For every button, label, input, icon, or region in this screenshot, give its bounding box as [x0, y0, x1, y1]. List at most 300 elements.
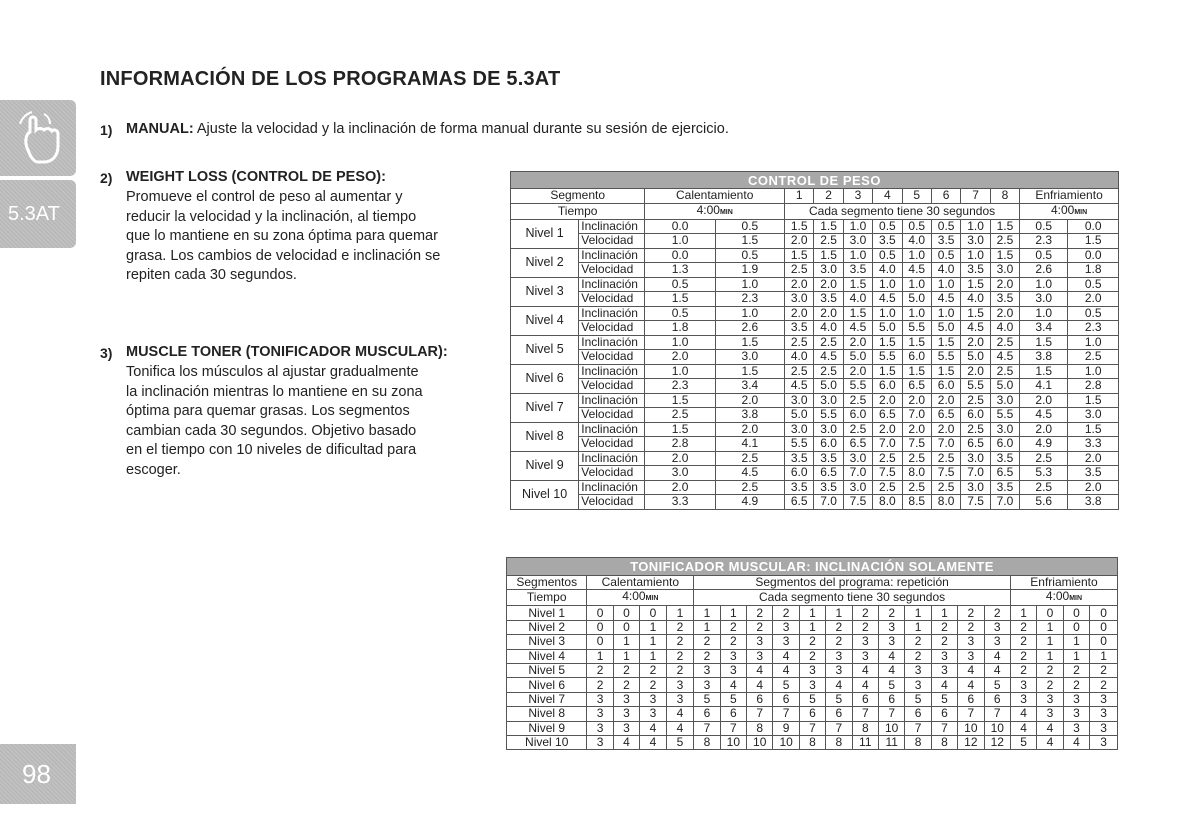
incline-value: 3	[1090, 707, 1118, 721]
incline-value: 1.0	[1068, 364, 1119, 379]
incline-value: 3.0	[785, 393, 814, 408]
incline-value: 2	[799, 649, 825, 663]
item-3-line: la inclinación mientras lo mantiene en su zona	[126, 383, 423, 400]
incline-value: 0.5	[1068, 277, 1119, 292]
incline-value: 0.5	[931, 248, 960, 263]
page-number: 98	[0, 744, 76, 804]
incline-value: 1.5	[715, 335, 784, 350]
incline-value: 2.5	[715, 451, 784, 466]
toner-header-segments: Segmentos	[507, 576, 587, 590]
speed-value: 2.0	[645, 350, 715, 365]
speed-value: 6.0	[873, 379, 902, 394]
level-label: Nivel 2	[511, 248, 579, 277]
incline-value: 1	[640, 635, 666, 649]
speed-value: 3.5	[990, 292, 1019, 307]
incline-value: 2.5	[785, 335, 814, 350]
speed-value: 2.0	[785, 234, 814, 249]
level-row	[511, 292, 1119, 307]
speed-value: 2.5	[1068, 350, 1119, 365]
incline-value: 2.5	[843, 393, 872, 408]
item-3-heading: MUSCLE TONER (TONIFICADOR MUSCULAR):	[126, 344, 448, 360]
incline-value: 2	[1090, 678, 1118, 692]
speed-value: 2.3	[1068, 321, 1119, 336]
incline-value: 2.0	[715, 422, 784, 437]
incline-value: 1.0	[843, 248, 872, 263]
incline-value: 0	[587, 606, 613, 620]
incline-value: 3	[773, 635, 799, 649]
incline-value: 1.5	[1020, 364, 1068, 379]
incline-value: 2	[773, 606, 799, 620]
incline-value: 3.0	[843, 451, 872, 466]
incline-value: 3	[587, 692, 613, 706]
incline-value: 0.0	[1068, 219, 1119, 234]
speed-value: 6.5	[990, 466, 1019, 481]
level-row	[511, 437, 1119, 452]
incline-value: 4	[666, 707, 694, 721]
speed-value: 3.5	[1068, 466, 1119, 481]
incline-value: 3	[905, 678, 931, 692]
incline-value: 2	[694, 649, 720, 663]
incline-value: 4	[720, 678, 746, 692]
incline-value: 1.0	[931, 277, 960, 292]
incline-value: 5	[799, 692, 825, 706]
speed-value: 4.5	[873, 292, 902, 307]
incline-value: 0	[613, 606, 639, 620]
speed-value: 4.0	[785, 350, 814, 365]
incline-value: 3	[878, 620, 904, 634]
incline-value: 2.0	[873, 422, 902, 437]
toner-header-warmup: Calentamiento	[587, 576, 694, 590]
item-3-line: en el tiempo con 10 niveles de dificultad para	[126, 442, 417, 458]
level-row	[507, 721, 1118, 735]
incline-value: 3	[878, 635, 904, 649]
incline-value: 1.5	[1068, 393, 1119, 408]
toner-segment-time: Cada segmento tiene 30 segundos	[694, 590, 1011, 606]
level-label: Nivel 6	[511, 364, 579, 393]
speed-value: 7.0	[990, 495, 1019, 510]
incline-value: 2.0	[645, 480, 715, 495]
incline-value: 8	[747, 721, 773, 735]
speed-label: Velocidad	[579, 437, 645, 452]
incline-value: 2.0	[931, 393, 960, 408]
incline-value: 2	[666, 663, 694, 677]
item-2-description	[126, 188, 440, 286]
speed-value: 7.5	[961, 495, 990, 510]
incline-value: 1.5	[645, 422, 715, 437]
incline-label: Inclinación	[579, 248, 645, 263]
incline-value: 0	[1090, 606, 1118, 620]
incline-label: Inclinación	[579, 422, 645, 437]
incline-value: 3	[1063, 707, 1089, 721]
incline-value: 2.0	[1020, 422, 1068, 437]
incline-value: 6	[905, 707, 931, 721]
incline-value: 6	[931, 707, 957, 721]
speed-label: Velocidad	[579, 408, 645, 423]
incline-value: 4	[613, 735, 639, 749]
speed-value: 2.3	[645, 379, 715, 394]
level-label: Nivel 6	[507, 678, 587, 692]
incline-value: 3	[1010, 692, 1036, 706]
incline-value: 1	[1037, 635, 1063, 649]
incline-value: 3	[1090, 721, 1118, 735]
incline-value: 3	[1063, 692, 1089, 706]
section-icon-tab	[0, 100, 76, 176]
incline-value: 2	[666, 649, 694, 663]
incline-label: Inclinación	[579, 451, 645, 466]
incline-value: 2	[1063, 678, 1089, 692]
incline-value: 4	[984, 649, 1010, 663]
incline-value: 1.5	[715, 364, 784, 379]
speed-value: 3.0	[1020, 292, 1068, 307]
level-row	[511, 408, 1119, 423]
speed-value: 3.0	[785, 292, 814, 307]
speed-value: 6.0	[961, 408, 990, 423]
incline-value: 2	[1090, 663, 1118, 677]
incline-value: 1.0	[645, 335, 715, 350]
level-label: Nivel 5	[511, 335, 579, 364]
incline-value: 3	[1010, 678, 1036, 692]
speed-value: 3.4	[715, 379, 784, 394]
incline-value: 8	[931, 735, 957, 749]
incline-label: Inclinación	[579, 277, 645, 292]
speed-value: 3.0	[990, 263, 1019, 278]
speed-value: 5.0	[785, 408, 814, 423]
incline-value: 3	[587, 707, 613, 721]
level-row	[511, 451, 1119, 466]
item-2-line: que lo mantiene en su zona óptima para quemar	[126, 228, 438, 244]
incline-value: 2	[613, 678, 639, 692]
speed-value: 3.0	[715, 350, 784, 365]
incline-value: 0.5	[1020, 248, 1068, 263]
speed-value: 1.8	[1068, 263, 1119, 278]
speed-value: 4.0	[990, 321, 1019, 336]
incline-value: 2.5	[961, 422, 990, 437]
incline-value: 0	[587, 635, 613, 649]
speed-value: 3.0	[645, 466, 715, 481]
incline-value: 2.5	[843, 422, 872, 437]
speed-value: 7.0	[931, 437, 960, 452]
speed-value: 4.0	[843, 292, 872, 307]
incline-value: 3	[720, 649, 746, 663]
speed-value: 5.5	[785, 437, 814, 452]
incline-value: 0	[640, 606, 666, 620]
speed-value: 2.3	[1020, 234, 1068, 249]
speed-label: Velocidad	[579, 379, 645, 394]
incline-value: 2	[640, 663, 666, 677]
incline-value: 2	[694, 635, 720, 649]
item-1-number: 1)	[100, 122, 113, 138]
item-1-body: Ajuste la velocidad y la inclinación de forma manual durante su sesión de ejercicio.	[193, 121, 729, 137]
incline-value: 7	[826, 721, 852, 735]
incline-value: 0.5	[1020, 219, 1068, 234]
level-row	[507, 649, 1118, 663]
speed-value: 6.5	[873, 408, 902, 423]
speed-value: 5.0	[902, 292, 931, 307]
speed-value: 7.0	[873, 437, 902, 452]
incline-value: 2	[1037, 663, 1063, 677]
speed-value: 6.5	[902, 379, 931, 394]
level-row	[507, 707, 1118, 721]
incline-value: 2.5	[715, 480, 784, 495]
speed-value: 3.3	[1068, 437, 1119, 452]
min-unit: MIN	[1069, 595, 1083, 603]
speed-value: 4.5	[785, 379, 814, 394]
incline-value: 1.0	[873, 306, 902, 321]
incline-value: 1.0	[902, 277, 931, 292]
incline-value: 1	[694, 606, 720, 620]
incline-value: 2.5	[1020, 451, 1068, 466]
speed-value: 5.0	[873, 321, 902, 336]
incline-value: 1	[826, 606, 852, 620]
incline-value: 2	[905, 635, 931, 649]
incline-value: 3	[613, 692, 639, 706]
incline-value: 7	[694, 721, 720, 735]
incline-value: 8	[905, 735, 931, 749]
incline-value: 1.5	[785, 248, 814, 263]
speed-value: 6.0	[931, 379, 960, 394]
incline-value: 4	[958, 678, 984, 692]
speed-value: 6.5	[931, 408, 960, 423]
incline-value: 2	[1010, 649, 1036, 663]
weight-header-segment: Segmento	[511, 189, 645, 204]
incline-value: 3.5	[990, 451, 1019, 466]
weight-header-time: Tiempo	[511, 203, 645, 219]
speed-value: 8.0	[902, 466, 931, 481]
page-title: INFORMACIÓN DE LOS PROGRAMAS DE 5.3AT	[100, 68, 561, 90]
incline-value: 3	[694, 663, 720, 677]
incline-value: 5	[826, 692, 852, 706]
speed-value: 7.0	[902, 408, 931, 423]
speed-value: 7.0	[814, 495, 843, 510]
incline-value: 8	[694, 735, 720, 749]
incline-value: 2	[931, 635, 957, 649]
incline-value: 1	[720, 606, 746, 620]
incline-value: 2.0	[814, 277, 843, 292]
min-unit: MIN	[1074, 208, 1088, 216]
incline-value: 10	[747, 735, 773, 749]
incline-value: 4	[747, 663, 773, 677]
incline-value: 1	[799, 620, 825, 634]
incline-value: 2.0	[1068, 451, 1119, 466]
speed-label: Velocidad	[579, 321, 645, 336]
incline-value: 3	[694, 678, 720, 692]
incline-value: 5	[1010, 735, 1036, 749]
incline-value: 1.5	[902, 335, 931, 350]
item-3-line: Tonifica los músculos al ajustar gradualmente	[126, 364, 419, 380]
incline-value: 2	[666, 620, 694, 634]
toner-warmup-time: 4:00MIN	[587, 590, 694, 606]
incline-value: 3	[958, 635, 984, 649]
speed-value: 5.0	[843, 350, 872, 365]
incline-value: 1.5	[873, 364, 902, 379]
incline-value: 3	[666, 678, 694, 692]
min-unit: MIN	[719, 208, 733, 216]
speed-value: 5.5	[814, 408, 843, 423]
incline-value: 2.5	[990, 335, 1019, 350]
incline-value: 3.5	[785, 451, 814, 466]
incline-value: 6	[799, 707, 825, 721]
incline-value: 3	[799, 663, 825, 677]
incline-value: 7	[852, 707, 878, 721]
speed-value: 4.5	[990, 350, 1019, 365]
incline-value: 3	[852, 635, 878, 649]
incline-value: 2.5	[931, 480, 960, 495]
incline-value: 2	[640, 678, 666, 692]
incline-value: 2.0	[645, 451, 715, 466]
incline-value: 5	[694, 692, 720, 706]
incline-value: 3	[852, 649, 878, 663]
incline-value: 5	[666, 735, 694, 749]
incline-value: 1.0	[715, 277, 784, 292]
incline-value: 1.5	[843, 277, 872, 292]
speed-value: 7.0	[843, 466, 872, 481]
incline-value: 7	[958, 707, 984, 721]
incline-value: 5	[984, 678, 1010, 692]
incline-value: 1.0	[961, 219, 990, 234]
speed-value: 1.0	[645, 234, 715, 249]
incline-value: 2.5	[931, 451, 960, 466]
incline-value: 4	[773, 663, 799, 677]
level-row	[507, 620, 1118, 634]
incline-value: 4	[1037, 721, 1063, 735]
weight-warmup-time: 4:00MIN	[645, 203, 785, 219]
incline-value: 2.0	[961, 335, 990, 350]
incline-value: 1	[640, 620, 666, 634]
speed-value: 2.5	[785, 263, 814, 278]
incline-value: 3	[1090, 735, 1118, 749]
level-label: Nivel 7	[511, 393, 579, 422]
incline-label: Inclinación	[579, 393, 645, 408]
incline-value: 1	[1010, 606, 1036, 620]
incline-value: 9	[773, 721, 799, 735]
incline-value: 2.5	[902, 451, 931, 466]
incline-value: 2	[826, 635, 852, 649]
speed-value: 6.0	[902, 350, 931, 365]
speed-value: 5.0	[931, 321, 960, 336]
incline-value: 2	[613, 663, 639, 677]
speed-value: 3.4	[1020, 321, 1068, 336]
incline-value: 10	[958, 721, 984, 735]
incline-value: 2	[799, 635, 825, 649]
speed-value: 1.3	[645, 263, 715, 278]
incline-value: 2	[984, 606, 1010, 620]
incline-value: 2.5	[785, 364, 814, 379]
incline-value: 11	[878, 735, 904, 749]
incline-value: 4	[931, 678, 957, 692]
incline-value: 1	[640, 649, 666, 663]
incline-value: 4	[1010, 707, 1036, 721]
incline-value: 3	[613, 707, 639, 721]
toner-table-caption: TONIFICADOR MUSCULAR: INCLINACIÓN SOLAMENTE	[507, 558, 1118, 576]
speed-value: 2.3	[715, 292, 784, 307]
incline-value: 2	[1010, 620, 1036, 634]
incline-value: 2	[747, 606, 773, 620]
incline-value: 12	[958, 735, 984, 749]
incline-value: 0.0	[645, 248, 715, 263]
incline-value: 4	[852, 663, 878, 677]
incline-value: 7	[799, 721, 825, 735]
item-1-heading: MANUAL:	[126, 121, 194, 137]
level-row	[511, 350, 1119, 365]
incline-value: 10	[720, 735, 746, 749]
incline-value: 0	[1090, 620, 1118, 634]
incline-value: 3	[931, 663, 957, 677]
incline-value: 1.0	[931, 306, 960, 321]
speed-value: 2.6	[1020, 263, 1068, 278]
incline-value: 6	[958, 692, 984, 706]
speed-value: 5.6	[1020, 495, 1068, 510]
incline-value: 0	[613, 620, 639, 634]
incline-value: 3.0	[961, 480, 990, 495]
incline-value: 1	[1063, 649, 1089, 663]
speed-value: 6.5	[843, 437, 872, 452]
incline-value: 1.5	[931, 364, 960, 379]
level-row	[511, 495, 1119, 510]
item-2-line: grasa. Los cambios de velocidad e inclinación se	[126, 247, 441, 264]
speed-label: Velocidad	[579, 234, 645, 249]
item-3-line: óptima para quemar grasas. Los segmentos	[126, 403, 410, 419]
level-row	[511, 466, 1119, 481]
speed-value: 4.5	[1020, 408, 1068, 423]
item-3-line: escoger.	[126, 461, 181, 478]
speed-value: 5.5	[990, 408, 1019, 423]
speed-value: 3.5	[961, 263, 990, 278]
level-row	[511, 364, 1119, 379]
toner-header-cooldown: Enfriamiento	[1010, 576, 1117, 590]
speed-value: 2.5	[645, 408, 715, 423]
incline-value: 1.5	[814, 219, 843, 234]
incline-value: 7	[720, 721, 746, 735]
level-row	[511, 219, 1119, 234]
incline-value: 3.0	[814, 422, 843, 437]
weight-header-seg: 3	[843, 189, 872, 204]
speed-value: 6.0	[814, 437, 843, 452]
level-label: Nivel 9	[507, 721, 587, 735]
speed-label: Velocidad	[579, 350, 645, 365]
incline-value: 1.0	[902, 306, 931, 321]
incline-value: 1	[931, 606, 957, 620]
level-label: Nivel 1	[507, 606, 587, 620]
incline-value: 1.0	[1068, 335, 1119, 350]
incline-label: Inclinación	[579, 480, 645, 495]
incline-value: 2.0	[873, 393, 902, 408]
incline-value: 2	[720, 620, 746, 634]
item-2-number: 2)	[100, 170, 113, 186]
speed-value: 7.5	[902, 437, 931, 452]
speed-value: 3.8	[715, 408, 784, 423]
weight-table-caption: CONTROL DE PESO	[511, 172, 1119, 189]
incline-value: 2.5	[873, 451, 902, 466]
incline-value: 0	[1037, 606, 1063, 620]
incline-value: 0.5	[873, 248, 902, 263]
incline-value: 7	[747, 707, 773, 721]
speed-value: 2.0	[1068, 292, 1119, 307]
incline-value: 7	[773, 707, 799, 721]
incline-value: 1.5	[931, 335, 960, 350]
incline-value: 2	[1063, 663, 1089, 677]
speed-value: 3.3	[645, 495, 715, 510]
incline-value: 2.5	[990, 364, 1019, 379]
incline-value: 2.0	[785, 277, 814, 292]
level-row	[511, 234, 1119, 249]
incline-value: 2.0	[785, 306, 814, 321]
incline-label: Inclinación	[579, 219, 645, 234]
incline-value: 0.5	[902, 219, 931, 234]
incline-value: 2	[1010, 663, 1036, 677]
incline-value: 2	[666, 635, 694, 649]
incline-value: 3	[905, 663, 931, 677]
speed-value: 8.0	[931, 495, 960, 510]
